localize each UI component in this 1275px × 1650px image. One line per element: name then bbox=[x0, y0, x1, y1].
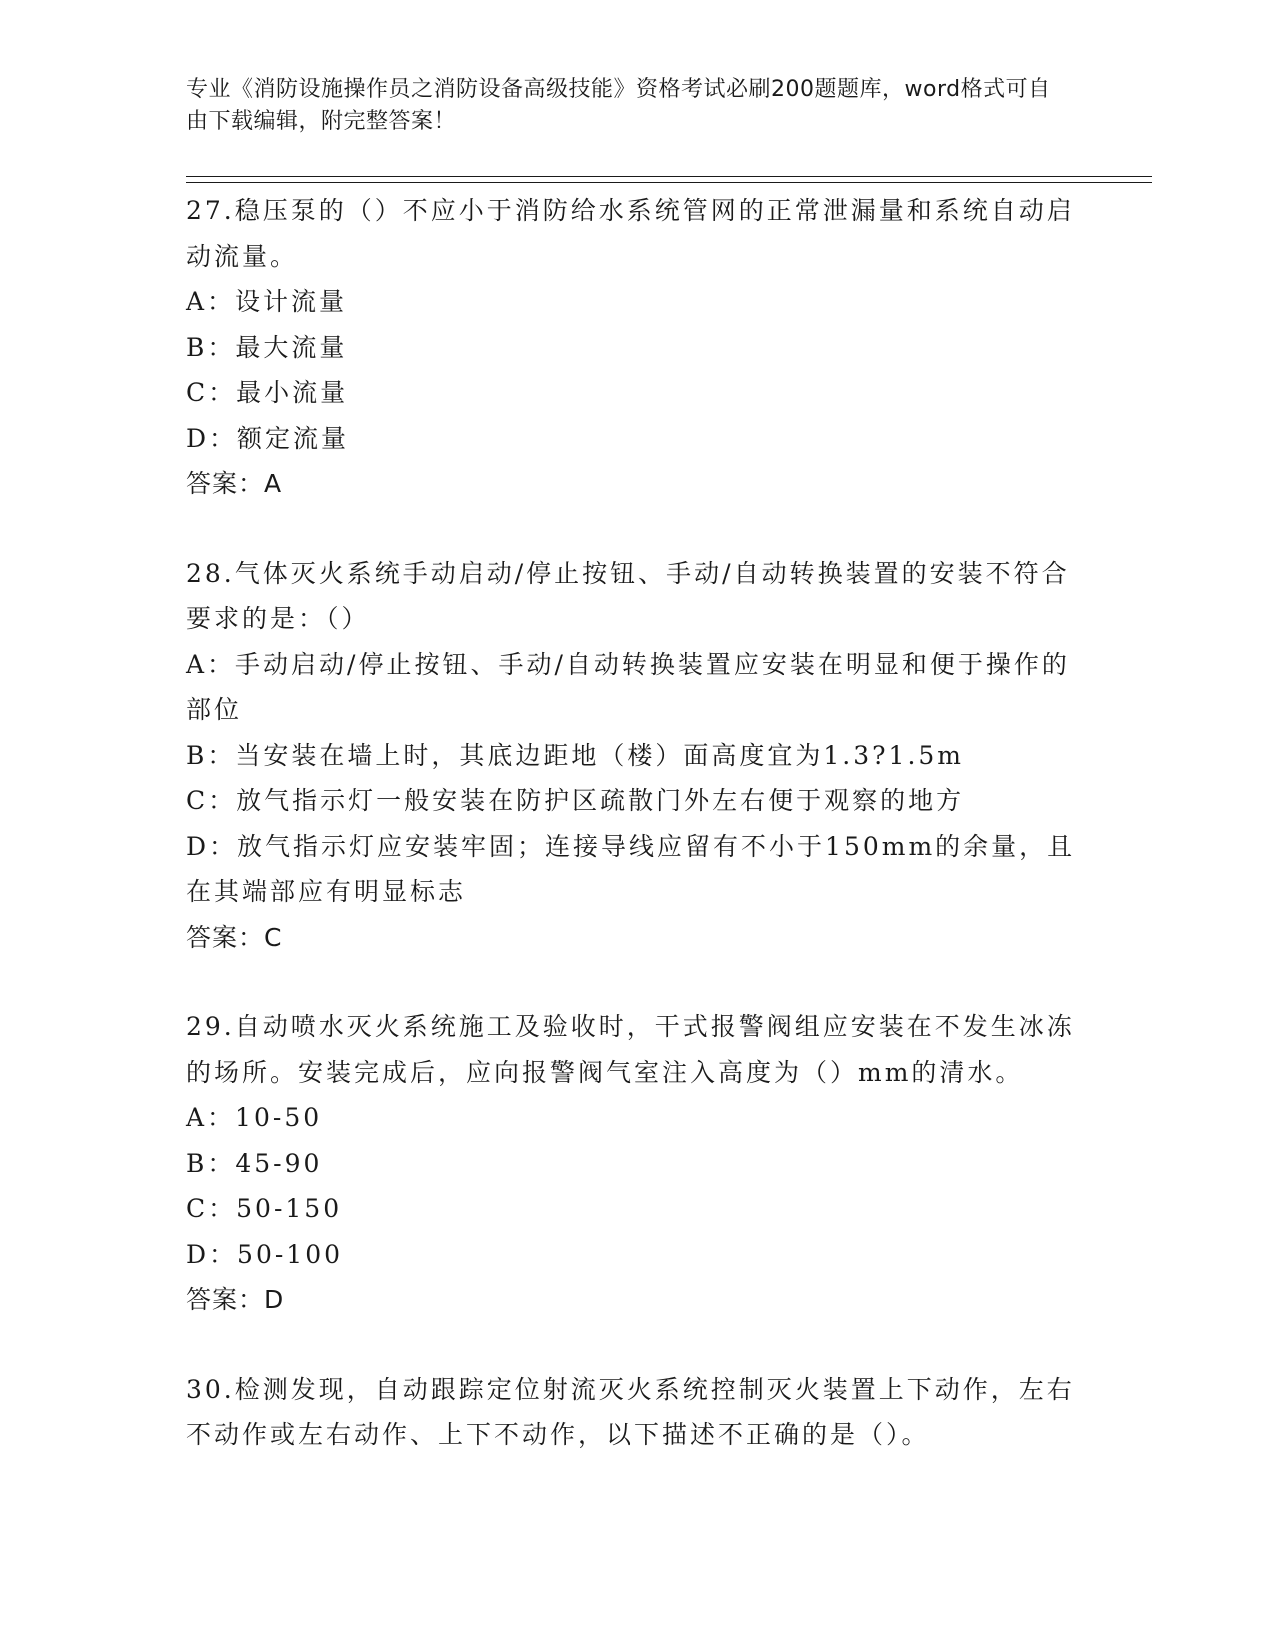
question-stem: 27.稳压泵的（）不应小于消防给水系统管网的正常泄漏量和系统自动启动流量。 bbox=[186, 196, 1075, 271]
option-c: C：最小流量 bbox=[186, 378, 349, 407]
answer-line: 答案：D bbox=[186, 1285, 285, 1314]
option-c: C：放气指示灯一般安装在防护区疏散门外左右便于观察的地方 bbox=[186, 786, 965, 815]
answer-line: 答案：A bbox=[186, 469, 283, 498]
document-header: 专业《消防设施操作员之消防设备高级技能》资格考试必刷200题题库，word格式可自由下载编辑，附完整答案！ bbox=[186, 77, 1051, 134]
option-d: D：额定流量 bbox=[186, 423, 350, 453]
option-c: C：50-150 bbox=[186, 1194, 343, 1223]
option-b: B：45-90 bbox=[186, 1148, 323, 1178]
question-30 bbox=[186, 1367, 1076, 1458]
header-divider-top bbox=[186, 176, 1152, 177]
option-b: B：最大流量 bbox=[186, 332, 348, 362]
question-stem: 29.自动喷水灭火系统施工及验收时，干式报警阀组应安装在不发生冰冻的场所。安装完成后，应向报警阀气室注入高度为（）mm的清水。 bbox=[186, 1012, 1075, 1087]
question-list bbox=[186, 188, 1076, 1458]
option-d: D：50-100 bbox=[186, 1239, 344, 1269]
answer-line: 答案：C bbox=[186, 922, 283, 952]
option-d: D：放气指示灯应安装牢固；连接导线应留有不小于150mm的余量，且在其端部应有明显标志 bbox=[186, 831, 1076, 906]
header-divider-bottom bbox=[186, 182, 1152, 183]
option-a: A：设计流量 bbox=[186, 287, 348, 316]
question-27 bbox=[186, 188, 1076, 507]
question-29 bbox=[186, 1004, 1076, 1323]
option-a: A：10-50 bbox=[186, 1103, 323, 1132]
option-b: B：当安装在墙上时，其底边距地（楼）面高度宜为1.3?1.5m bbox=[186, 740, 964, 770]
option-a: A：手动启动/停止按钮、手动/自动转换装置应安装在明显和便于操作的部位 bbox=[186, 649, 1070, 724]
question-28 bbox=[186, 551, 1076, 961]
question-stem: 30.检测发现，自动跟踪定位射流灭火系统控制灭火装置上下动作，左右不动作或左右动作、上下不动作，以下描述不正确的是（）。 bbox=[186, 1374, 1075, 1449]
question-stem: 28.气体灭火系统手动启动/停止按钮、手动/自动转换装置的安装不符合要求的是：（） bbox=[186, 558, 1070, 633]
